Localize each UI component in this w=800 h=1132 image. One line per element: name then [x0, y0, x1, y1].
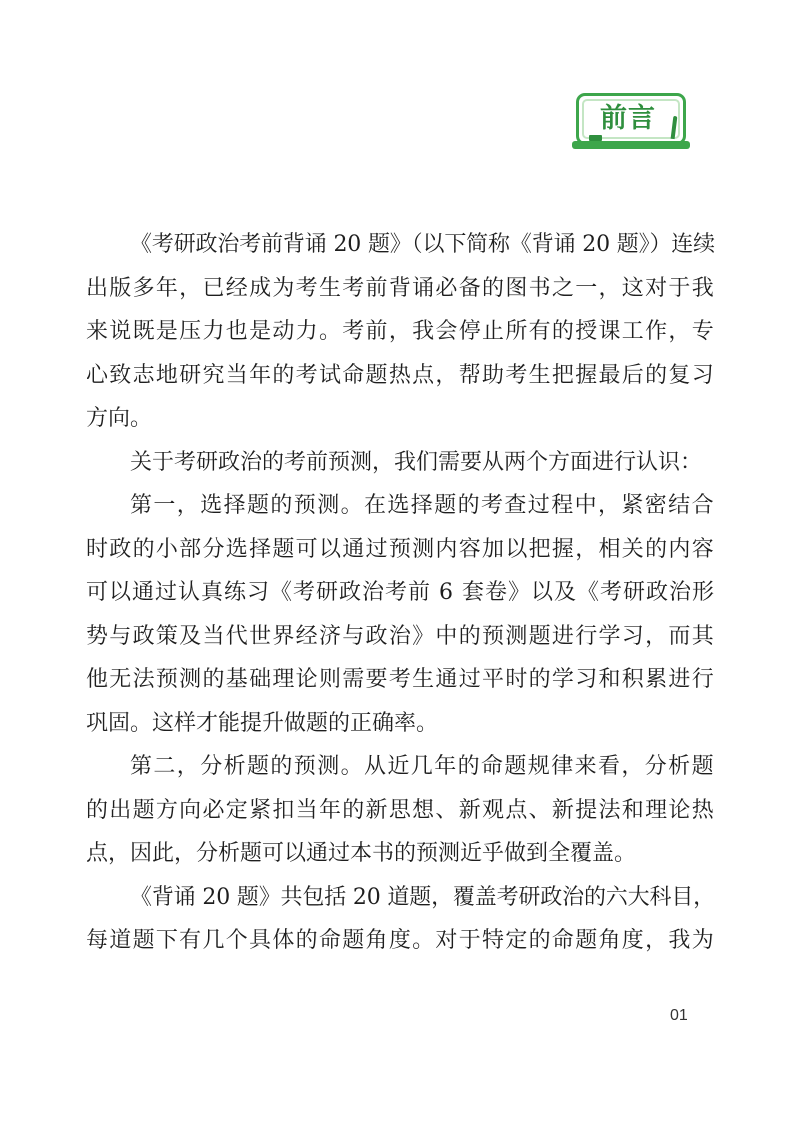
text-line: 他无法预测的基础理论则需要考生通过平时的学习和积累进行: [86, 667, 715, 692]
text-line: 《背诵 20 题》共包括 20 道题，覆盖考研政治的六大科目，: [130, 884, 715, 910]
text-line: 《考研政治考前背诵 20 题》（以下简称《背诵 20 题》）连续: [130, 232, 715, 257]
text-line: 来说既是压力也是动力。考前，我会停止所有的授课工作，专: [86, 319, 715, 344]
paragraph: [86, 876, 715, 963]
eraser-icon: [589, 135, 602, 141]
text-line: 关于考研政治的考前预测，我们需要从两个方面进行认识：: [130, 449, 703, 475]
text-line: 可以通过认真练习《考研政治考前 6 套卷》以及《考研政治形: [86, 580, 715, 605]
section-title: 前言: [600, 103, 656, 134]
paragraph: [86, 484, 715, 745]
page-number: 01: [670, 1007, 688, 1024]
text-line: 心致志地研究当年的考试命题热点，帮助考生把握最后的复习: [86, 362, 715, 388]
text-line: 巩固。这样才能提升做题的正确率。: [86, 710, 439, 736]
text-line: 方向。: [86, 406, 153, 431]
text-line: 时政的小部分选择题可以通过预测内容加以把握，相关的内容: [86, 536, 715, 562]
text-line: 每道题下有几个具体的命题角度。对于特定的命题角度，我为: [86, 928, 715, 953]
text-line: 第二，分析题的预测。从近几年的命题规律来看，分析题: [130, 754, 715, 779]
text-line: 势与政策及当代世界经济与政治》中的预测题进行学习，而其: [86, 623, 715, 649]
text-line: 的出题方向必定紧扣当年的新思想、新观点、新提法和理论热: [86, 797, 715, 823]
preface-body: [86, 223, 715, 963]
chalkboard-tray: [572, 141, 690, 149]
text-line: 第一，选择题的预测。在选择题的考查过程中，紧密结合: [130, 493, 715, 518]
paragraph: [86, 745, 715, 876]
paragraph: [86, 441, 715, 485]
text-line: 出版多年，已经成为考生考前背诵必备的图书之一，这对于我: [86, 275, 715, 301]
text-line: 点，因此，分析题可以通过本书的预测近乎做到全覆盖。: [86, 841, 637, 866]
paragraph: [86, 223, 715, 441]
